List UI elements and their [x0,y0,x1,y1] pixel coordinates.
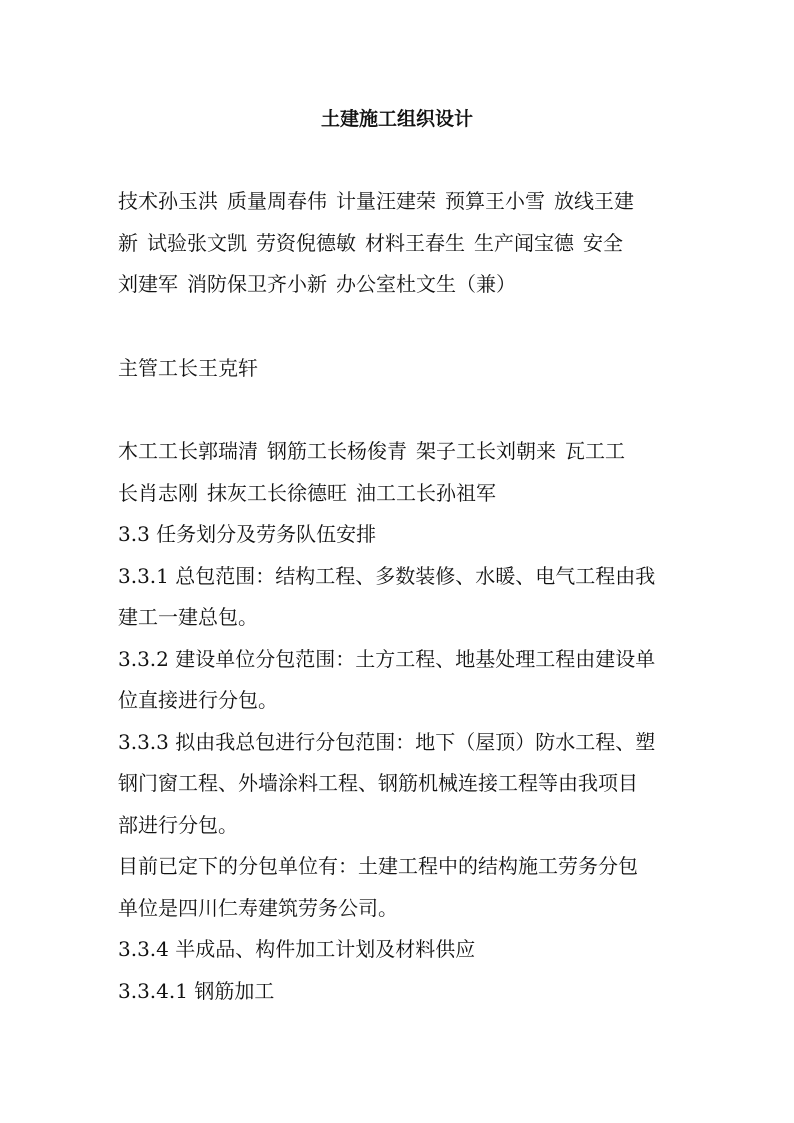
staff-office: 办公室杜文生（兼） [336,272,516,296]
foreman-painting: 油工工长孙祖军 [356,481,496,505]
foremen-line-2 [118,479,496,507]
foreman-carpentry: 木工工长郭瑞清 [118,439,258,463]
staff-production: 生产闻宝德 [474,231,574,255]
staff-labor: 劳资倪德敏 [256,231,356,255]
staff-fire-security: 消防保卫齐小新 [187,272,327,296]
staff-quality: 质量周春伟 [227,189,327,213]
paragraph-subcontractor-line-1: 目前已定下的分包单位有：土建工程中的结构施工劳务分包 [118,854,638,878]
paragraph-3-3-2-line-2: 位直接进行分包。 [118,688,278,712]
paragraph-3-3-1-line-2: 建工一建总包。 [118,605,258,629]
paragraph-3-3-3-line-2: 钢门窗工程、外墙涂料工程、钢筋机械连接工程等由我项目 [118,771,638,795]
paragraph-3-3-2-line-1: 3.3.2 建设单位分包范围：土方工程、地基处理工程由建设单 [118,647,656,671]
foreman-masonry: 瓦工工 [565,439,625,463]
document-title: 土建施工组织设计 [320,108,473,130]
staff-technical: 技术孙玉洪 [118,189,218,213]
section-heading-3-3: 3.3 任务划分及劳务队伍安排 [118,522,377,546]
staff-line-3 [118,270,516,298]
foreman-scaffolding: 架子工长刘朝来 [416,439,556,463]
staff-line-1 [118,187,634,215]
staff-metering: 计量汪建荣 [336,189,436,213]
chief-foreman: 主管工长王克轩 [118,356,258,380]
foremen-line-1 [118,437,625,465]
staff-testing: 试验张文凯 [147,231,247,255]
paragraph-3-3-3-line-3: 部进行分包。 [118,813,238,837]
foreman-rebar: 钢筋工长杨俊青 [267,439,407,463]
staff-budget: 预算王小雪 [445,189,545,213]
paragraph-3-3-1-line-1: 3.3.1 总包范围：结构工程、多数装修、水暖、电气工程由我 [118,564,656,588]
staff-survey: 放线王建 [554,189,634,213]
staff-line-2 [118,229,623,257]
section-heading-3-3-4-1: 3.3.4.1 钢筋加工 [118,979,275,1003]
paragraph-subcontractor-line-2: 单位是四川仁寿建筑劳务公司。 [118,896,398,920]
foreman-masonry-cont: 长肖志刚 [118,481,198,505]
foreman-plastering: 抹灰工长徐德旺 [207,481,347,505]
section-heading-3-3-4: 3.3.4 半成品、构件加工计划及材料供应 [118,937,476,961]
staff-safety: 安全 [583,231,623,255]
staff-materials: 材料王春生 [365,231,465,255]
staff-safety-cont: 刘建军 [118,272,178,296]
paragraph-3-3-3-line-1: 3.3.3 拟由我总包进行分包范围：地下（屋顶）防水工程、塑 [118,730,656,754]
staff-survey-cont: 新 [118,231,138,255]
